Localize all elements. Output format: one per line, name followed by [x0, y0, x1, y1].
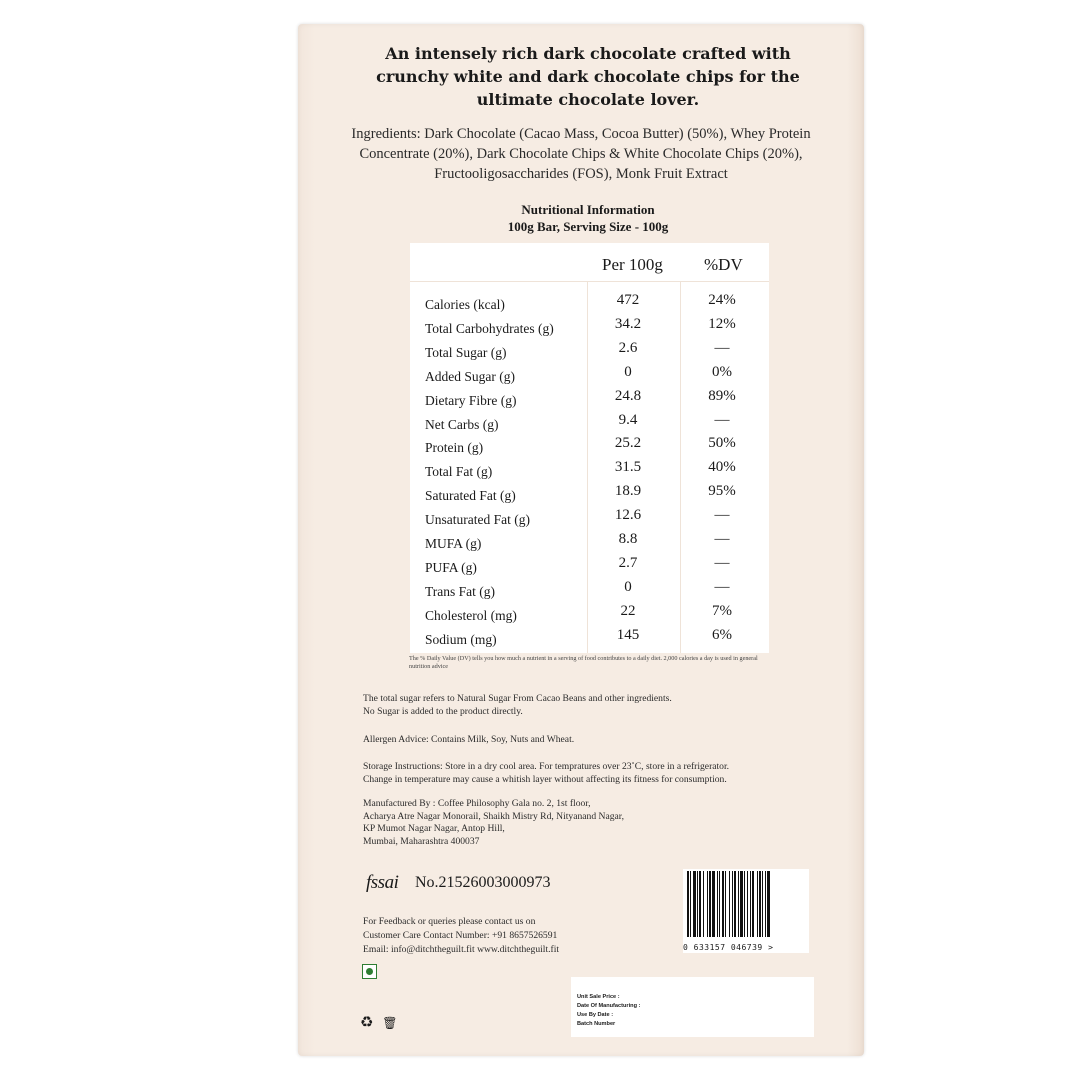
dv-value: 50% [708, 435, 736, 452]
manufacturer-line: Mumbai, Maharashtra 400037 [363, 836, 480, 847]
per-100g-value: 2.6 [618, 339, 638, 356]
barcode [683, 869, 809, 953]
nutrition-row [410, 508, 769, 532]
per-100g-value: 0 [624, 363, 632, 380]
manufacturer-line: KP Mumot Nagar Nagar, Antop Hill, [363, 823, 505, 834]
per-100g-value: 25.2 [614, 435, 642, 452]
nutrient-name: Saturated Fat (g) [425, 488, 516, 504]
contact-line: For Feedback or queries please contact us on [363, 916, 536, 927]
nutrient-name: Total Sugar (g) [425, 344, 507, 360]
dv-value: 95% [708, 483, 736, 500]
unit-sale-price-label: Unit Sale Price : [577, 994, 620, 1000]
dispose-bin-icon: 🗑 [382, 1016, 398, 1030]
manufacturing-date-label: Date Of Manufacturing : [577, 1003, 641, 1009]
nutrition-row [410, 293, 769, 317]
per-100g-value: 18.9 [614, 483, 642, 500]
per-100g-value: 31.5 [614, 459, 642, 476]
dv-value: — [714, 554, 730, 571]
nutrition-table [410, 243, 769, 653]
dv-value: — [714, 339, 730, 356]
dv-value: 89% [708, 387, 736, 404]
nutrient-name: Trans Fat (g) [425, 583, 496, 599]
nutrient-name: Net Carbs (g) [425, 416, 499, 432]
recycle-icon: ♻ [360, 1013, 374, 1031]
nutrition-row [410, 604, 769, 628]
nutrient-name: Added Sugar (g) [425, 368, 515, 384]
nutrient-name: Protein (g) [425, 440, 484, 456]
nutrition-row [410, 460, 769, 484]
sugar-note: The total sugar refers to Natural Sugar From Cacao Beans and other ingredients. [363, 693, 672, 704]
per-100g-value: 12.6 [614, 507, 642, 524]
per-100g-value: 9.4 [618, 411, 638, 428]
nutrition-title: Nutritional Information [521, 202, 655, 217]
dv-value: 6% [712, 626, 732, 643]
nutrient-name: Dietary Fibre (g) [425, 392, 517, 408]
manufacturer-line: Acharya Atre Nagar Monorail, Shaikh Mistry Rd, Nityanand Nagar, [363, 811, 624, 822]
nutrition-row [410, 365, 769, 389]
nutrient-name: PUFA (g) [425, 559, 477, 575]
nutrient-name: Total Carbohydrates (g) [425, 320, 554, 336]
nutrition-row [410, 532, 769, 556]
per-100g-value: 0 [624, 578, 632, 595]
per-100g-value: 24.8 [614, 387, 642, 404]
veg-mark-icon [362, 964, 377, 979]
nutrition-subtitle: 100g Bar, Serving Size - 100g [507, 219, 669, 234]
nutrition-row [410, 580, 769, 604]
fssai-logo: fssai [366, 872, 399, 893]
column-header-dv: %DV [704, 255, 743, 274]
nutrition-row [410, 628, 769, 652]
nutrition-row [410, 389, 769, 413]
batch-label-box [571, 977, 814, 1037]
dv-value: 24% [708, 292, 736, 308]
dv-value: 12% [708, 315, 736, 332]
dv-value: — [714, 411, 730, 428]
nutrition-row [410, 317, 769, 341]
nutrient-name: Sodium (mg) [425, 631, 497, 647]
per-100g-value: 472 [616, 292, 640, 308]
dv-footnote: The % Daily Value (DV) tells you how much a nutrient in a serving of food contributes to a daily diet. 2,000 calories a day is used in general nutrition advice [409, 655, 758, 670]
sugar-note: No Sugar is added to the product directly. [363, 706, 523, 717]
use-by-date-label: Use By Date : [577, 1012, 614, 1018]
barcode-digits: 0 633157 046739 > [683, 943, 774, 952]
allergen-advice: Allergen Advice: Contains Milk, Soy, Nuts and Wheat. [363, 734, 575, 745]
nutrition-row [410, 556, 769, 580]
column-header-per-100g: Per 100g [602, 255, 663, 274]
batch-number-label: Batch Number [577, 1021, 616, 1027]
nutrient-name: MUFA (g) [425, 536, 482, 551]
nutrition-row [410, 413, 769, 437]
contact-line: Customer Care Contact Number: +91 8657526591 [363, 930, 558, 941]
per-100g-value: 34.2 [614, 315, 642, 332]
barcode-bars [683, 869, 809, 941]
nutrient-name: Cholesterol (mg) [425, 607, 517, 623]
storage-instructions: Change in temperature may cause a whitish layer without affecting its fitness for consumption. [363, 774, 727, 785]
nutrition-row [410, 484, 769, 508]
disposal-icons [360, 1013, 397, 1031]
per-100g-value: 145 [616, 626, 640, 643]
header-divider [410, 281, 769, 282]
per-100g-value: 8.8 [618, 531, 638, 547]
storage-instructions: Storage Instructions: Store in a dry cool area. For tempratures over 23˚C, store in a refrigerator. [363, 761, 730, 772]
ingredients-text: Ingredients: Dark Chocolate (Cacao Mass, Cocoa Butter) (50%), Whey Protein Concentrate (20%), Dark Chocolate Chips & White Chocolate Chips (20%), Fructooligosaccharides (FOS), Monk Fruit Extract [351, 126, 811, 182]
nutrition-row [410, 341, 769, 365]
nutrition-row [410, 436, 769, 460]
dv-value: 7% [712, 602, 732, 619]
manufacturer-line: Manufactured By : Coffee Philosophy Gala no. 2, 1st floor, [363, 798, 591, 809]
dv-value: — [714, 507, 730, 524]
nutrient-name: Total Fat (g) [425, 464, 493, 480]
per-100g-value: 22 [620, 602, 636, 619]
contact-line: Email: info@ditchtheguilt.fit www.ditchtheguilt.fit [363, 944, 560, 955]
dv-value: 0% [712, 363, 732, 380]
dv-value: — [714, 578, 730, 595]
nutrient-name: Calories (kcal) [425, 297, 505, 312]
per-100g-value: 2.7 [618, 554, 638, 571]
nutrient-name: Unsaturated Fat (g) [425, 512, 530, 528]
fssai-number: No.21526003000973 [415, 874, 551, 891]
dv-value: 40% [708, 459, 736, 476]
product-headline: An intensely rich dark chocolate crafted with crunchy white and dark chocolate chips for the ultimate chocolate lover. [376, 44, 800, 109]
dv-value: — [714, 531, 730, 547]
